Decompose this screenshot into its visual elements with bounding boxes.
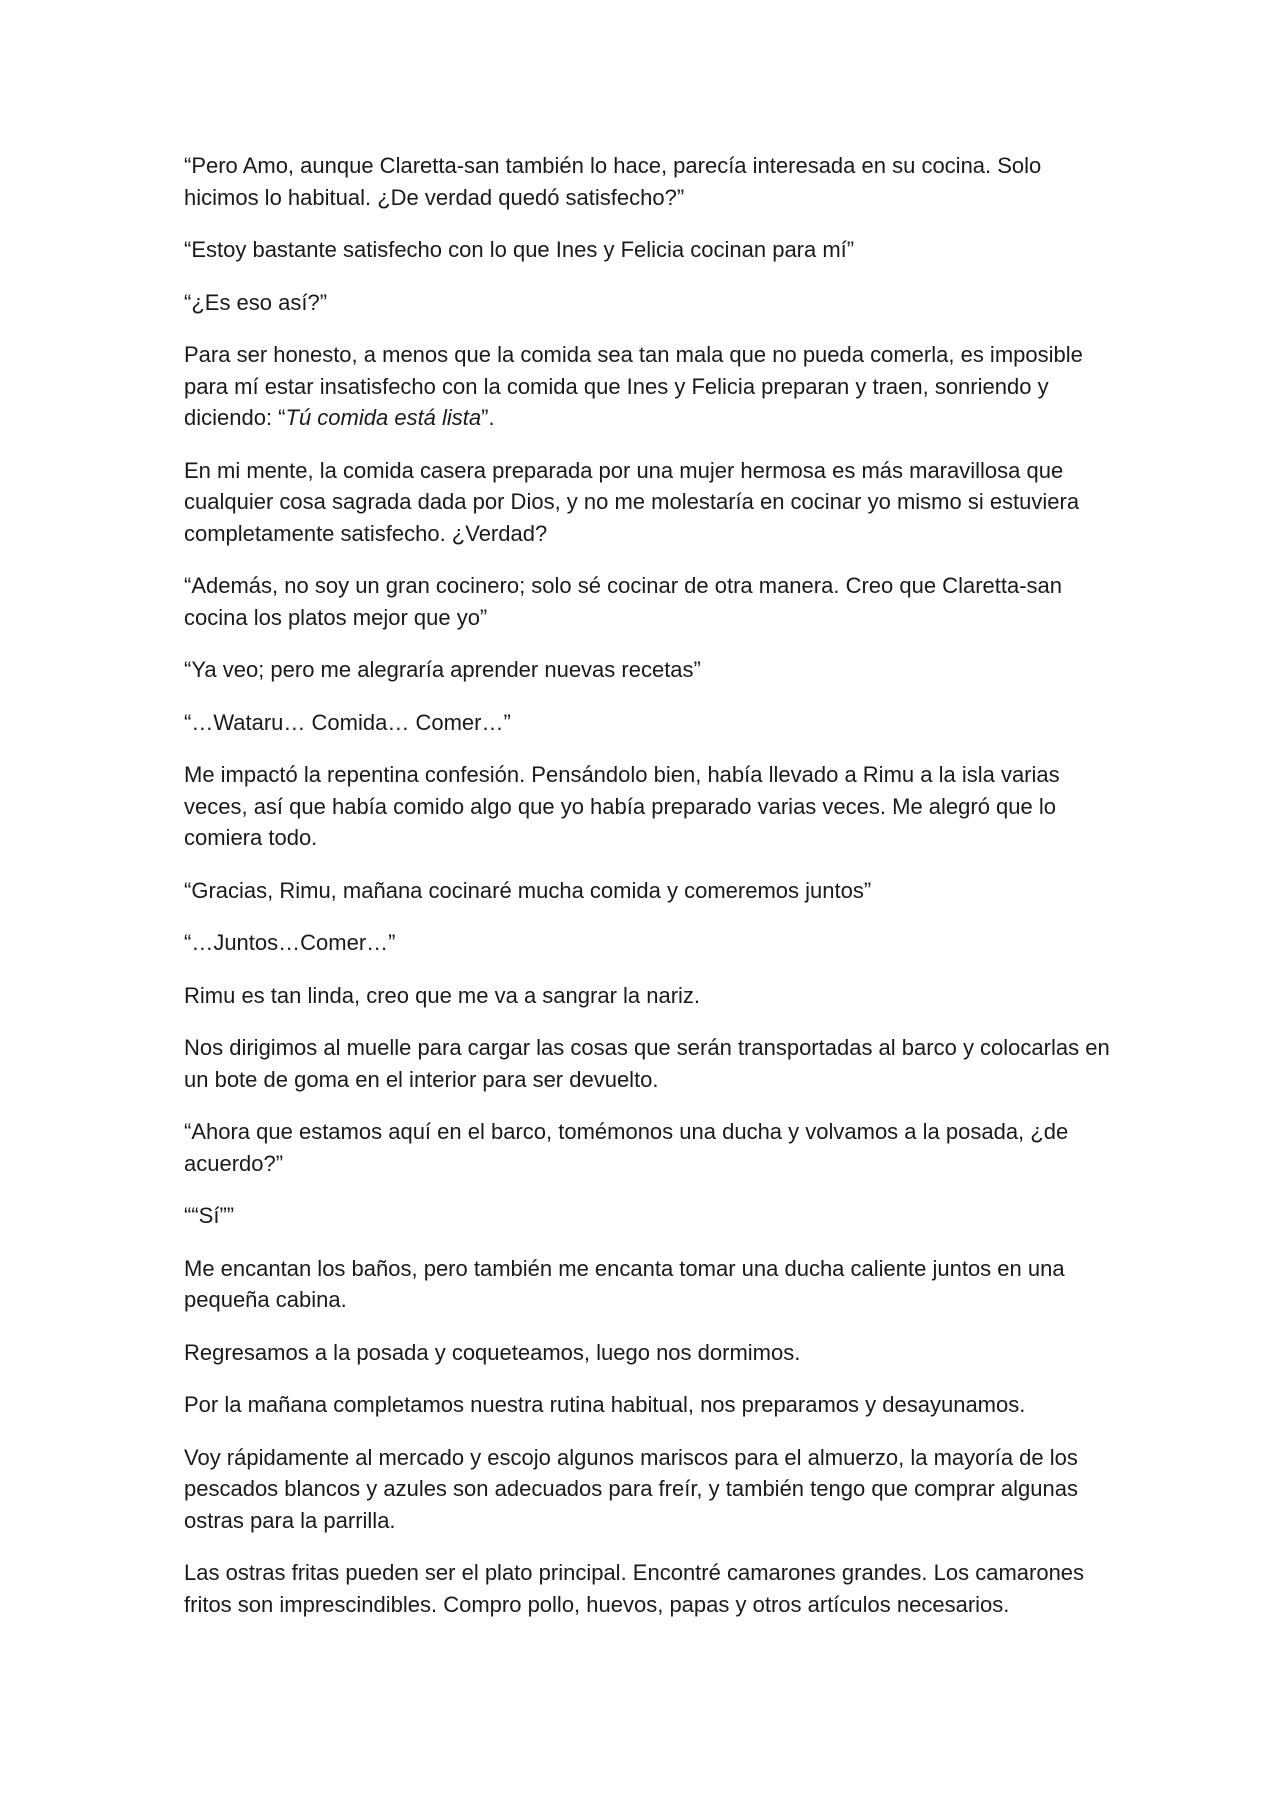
paragraph-14: “Ahora que estamos aquí en el barco, tomémonos una ducha y volvamos a la posada, ¿de acuerdo?” [184,1119,1069,1176]
paragraph-2: “Estoy bastante satisfecho con lo que Ines y Felicia cocinan para mí” [184,237,855,262]
paragraph-11: “…Juntos…Comer…” [184,930,396,955]
paragraph-5: En mi mente, la comida casera preparada por una mujer hermosa es más maravillosa que cualquier cosa sagrada dada por Dios, y no me molestaría en cocinar yo mismo si estuviera completamente satisfecho. ¿Verdad? [184,457,1080,546]
paragraph-6: “Además, no soy un gran cocinero; solo sé cocinar de otra manera. Creo que Claretta-san cocina los platos mejor que yo” [184,573,1063,630]
paragraph-17: Regresamos a la posada y coqueteamos, luego nos dormimos. [184,1339,801,1365]
paragraph-4-before: Para ser honesto, a menos que la comida sea tan mala que no pueda comerla, es imposible para mí estar insatisfecho con la comida que Ines y Felicia preparan y traen, sonriendo y diciendo: “ [184,342,1083,430]
paragraph-4-after: ”. [481,405,495,430]
paragraph-19: Voy rápidamente al mercado y escojo algunos mariscos para el almuerzo, la mayoría de los pescados blancos y azules son adecuados para freír, y también tengo que comprar algunas ostras para la parrilla. [184,1444,1078,1533]
paragraph-7: “Ya veo; pero me alegraría aprender nuevas recetas” [184,657,701,682]
paragraph-10: “Gracias, Rimu, mañana cocinaré mucha comida y comeremos juntos” [184,877,872,903]
document-body [184,150,1114,1641]
paragraph-15: ““Sí”” [184,1203,235,1228]
paragraph-9: Me impactó la repentina confesión. Pensándolo bien, había llevado a Rimu a la isla varias veces, así que había comido algo que yo había preparado varias veces. Me alegró que lo comiera todo. [184,762,1060,850]
paragraph-1: “Pero Amo, aunque Claretta-san también lo hace, parecía interesada en su cocina. Solo hicimos lo habitual. ¿De verdad quedó satisfecho?” [184,153,1042,210]
paragraph-4-italic: Tú comida está lista [285,405,482,430]
paragraph-4 [184,339,1114,434]
paragraph-8: “…Wataru… Comida… Comer…” [184,709,511,735]
paragraph-13: Nos dirigimos al muelle para cargar las cosas que serán transportadas al barco y colocarlas en un bote de goma en el interior para ser devuelto. [184,1035,1110,1092]
paragraph-18: Por la mañana completamos nuestra rutina habitual, nos preparamos y desayunamos. [184,1392,1026,1417]
paragraph-12: Rimu es tan linda, creo que me va a sangrar la nariz. [184,982,701,1008]
paragraph-16: Me encantan los baños, pero también me encanta tomar una ducha caliente juntos en una pequeña cabina. [184,1255,1065,1312]
paragraph-20: Las ostras fritas pueden ser el plato principal. Encontré camarones grandes. Los camarones fritos son imprescindibles. Compro pollo, huevos, papas y otros artículos necesarios. [184,1560,1085,1617]
paragraph-3: “¿Es eso así?” [184,289,328,315]
